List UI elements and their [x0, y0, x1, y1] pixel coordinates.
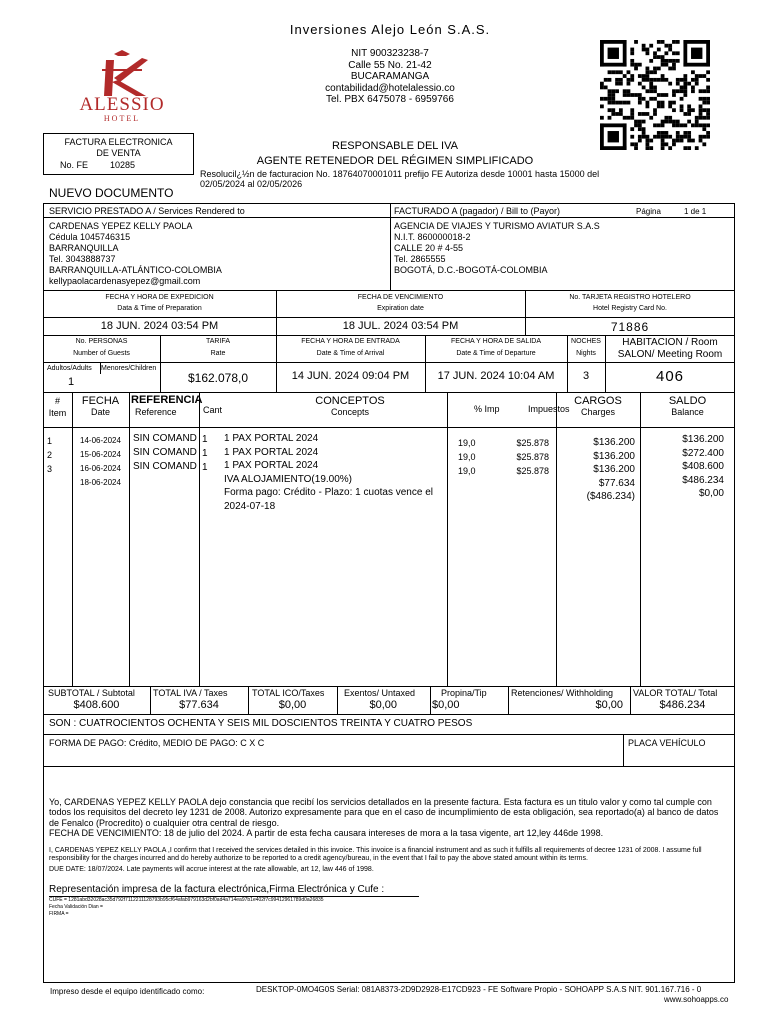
billed-customer — [394, 221, 600, 276]
document-title: NUEVO DOCUMENTO — [49, 186, 174, 200]
table-row-balance: $136.200 — [682, 434, 724, 445]
arrival-value: 14 JUN. 2024 09:04 PM — [291, 370, 410, 382]
hotel-sub: HOTEL — [103, 114, 141, 123]
table-row-tax: $25.878 — [516, 438, 549, 448]
cufe-code: CUFE = 1281abd32028ac35d792f7112211128793b95cf64afab979163d2bf0ad4a714ea97b1e402f7c99412961789d0a26835 — [49, 897, 324, 903]
col-ref-sub: Reference — [135, 407, 177, 417]
withholding-value: $0,00 — [595, 699, 623, 711]
table-row-imp: 19,0 — [458, 438, 476, 448]
col-balance-sub: Balance — [671, 407, 704, 417]
col-charges: CARGOS — [574, 395, 622, 407]
registry-card-sub: Hotel Registry Card No. — [593, 305, 667, 312]
col-balance: SALDO — [668, 395, 707, 407]
table-row-concept: 1 PAX PORTAL 2024 — [224, 446, 319, 458]
minors-label: Menores/Children — [101, 365, 157, 372]
invoice-number-label: No. FE — [60, 160, 89, 170]
company-phone: Tel. PBX 6475078 - 6959766 — [326, 94, 454, 105]
table-row-concept: 2024-07-18 — [224, 500, 276, 512]
table-row-charge: $136.200 — [593, 450, 635, 462]
due-date-sub: Expiration date — [377, 305, 424, 312]
concepts-column — [224, 432, 446, 513]
table-row-tax: $25.878 — [516, 466, 549, 476]
balance-column — [645, 433, 724, 501]
arrival-sub: Date & Time of Arrival — [316, 350, 385, 357]
rate-sub: Rate — [210, 350, 226, 357]
company-name: Inversiones Alejo León S.A.S. — [289, 22, 491, 37]
payor-phone: Tel. 2865555 — [394, 254, 446, 264]
table-row-imp: 19,0 — [458, 452, 476, 462]
room-label-2: SALON/ Meeting Room — [617, 349, 723, 360]
qr-code-icon — [600, 40, 710, 150]
ico-label: TOTAL ICO/Taxes — [252, 688, 325, 698]
table-row-imp: 19,0 — [458, 466, 476, 476]
dian-validation-date: Fecha Validación Dian = — [49, 904, 103, 910]
col-item: # — [54, 396, 60, 406]
taxes-column — [490, 436, 549, 478]
withholding-label: Retenciones/ Withholding — [511, 688, 614, 698]
nights-label: NOCHES — [571, 338, 601, 345]
subtotal-label: SUBTOTAL / Subtotal — [48, 688, 135, 698]
total-label: VALOR TOTAL/ Total — [633, 688, 718, 698]
refs-column — [133, 432, 197, 474]
col-ref: REFERENCIA — [131, 394, 203, 406]
col-charges-sub: Charges — [580, 407, 616, 417]
table-row-item: 2 — [47, 450, 53, 460]
amount-in-words: SON : CUATROCIENTOS OCHENTA Y SEIS MIL DOSCIENTOS TREINTA Y CUATRO PESOS — [49, 718, 473, 729]
company-info — [240, 48, 540, 106]
col-concept: CONCEPTOS — [315, 395, 385, 407]
table-row-item: 1 — [47, 436, 53, 446]
printed-from-device: DESKTOP-0MO4G0S Serial: 081A8373-2D9D2928-E17CD923 - FE Software Propio - SOHOAPP S.A.S NIT. 901.167.716 - 0 — [256, 985, 702, 994]
nights-sub: Nights — [576, 350, 596, 357]
adults-label: Adultos/Adults — [47, 365, 92, 372]
items-column — [47, 434, 52, 476]
due-date-label: FECHA DE VENCIMIENTO — [357, 294, 444, 301]
payor-city: BOGOTÁ, D.C.-BOGOTÁ-COLOMBIA — [394, 265, 548, 275]
tip-value: $0,00 — [432, 699, 460, 711]
regime-line-2: AGENTE RETENEDOR DEL RÉGIMEN SIMPLIFICADO — [256, 155, 534, 167]
printed-from-label: Impreso desde el equipo identificado como: — [50, 987, 205, 996]
persons-label: No. PERSONAS — [75, 338, 128, 345]
customer-id: Cédula 1045746315 — [49, 232, 131, 242]
table-row-balance: $408.600 — [682, 461, 724, 472]
table-row-qty: 1 — [202, 448, 208, 459]
room-label-1: HABITACION / Room — [622, 337, 718, 348]
hotel-logo — [62, 50, 182, 122]
col-imp: % Imp — [474, 404, 500, 414]
room-value: 406 — [655, 368, 685, 385]
col-date-sub: Date — [90, 407, 110, 417]
table-row-ref: SIN COMAND — [133, 447, 197, 458]
registry-card-value: 71886 — [610, 320, 650, 334]
exempt-value: $0,00 — [369, 699, 397, 711]
customer-name: CARDENAS YEPEZ KELLY PAOLA — [49, 221, 193, 231]
table-row-charge: $77.634 — [598, 477, 635, 489]
col-concept-sub: Concepts — [330, 407, 370, 417]
col-qty: Cant — [203, 405, 223, 415]
payor-nit: N.I.T. 860000018-2 — [394, 232, 471, 242]
arrival-label: FECHA Y HORA DE ENTRADA — [301, 338, 400, 345]
hotel-brand: ALESSIO — [79, 94, 165, 115]
issue-date-sub: Data & Time of Preparation — [117, 305, 202, 312]
departure-label: FECHA Y HORA DE SALIDA — [451, 338, 541, 345]
nights-value: 3 — [582, 370, 590, 382]
vehicle-plate-label: PLACA VEHÍCULO — [628, 738, 706, 748]
issue-date-value: 18 JUN. 2024 03:54 PM — [100, 320, 219, 332]
departure-value: 17 JUN. 2024 10:04 AM — [437, 370, 555, 382]
table-row-concept: Forma pago: Crédito - Plazo: 1 cuotas vence el — [224, 487, 433, 498]
table-row-charge: $136.200 — [593, 464, 635, 475]
due-date-value: 18 JUL. 2024 03:54 PM — [342, 320, 459, 332]
billed-header: FACTURADO A (pagador) / Bill to (Payor) — [394, 206, 561, 216]
iva-value: $77.634 — [179, 699, 219, 711]
qty-column — [202, 433, 208, 475]
legal-due-date: FECHA DE VENCIMIENTO: 18 de julio del 2024. A partir de esta fecha causara intereses de mora a la tasa vigente, art 12,ley 446de 1998. — [49, 828, 604, 838]
dates-column — [80, 434, 121, 490]
company-address: Calle 55 No. 21-42 — [348, 59, 432, 71]
exempt-label: Exentos/ Untaxed — [344, 688, 416, 698]
table-row-concept: 1 PAX PORTAL 2024 — [224, 460, 319, 471]
table-row-qty: 1 — [202, 434, 208, 445]
legal-due-date-en: DUE DATE: 18/07/2024. Late payments will accrue interest at the rate allowable, art 12, law 446 of 1998. — [49, 866, 374, 873]
table-row-tax: $25.878 — [516, 452, 549, 462]
invoice-number-box — [43, 133, 194, 175]
signature-label: FIRMA = — [49, 911, 69, 917]
col-date: FECHA — [81, 395, 120, 407]
customer-phone: Tel. 3043888737 — [49, 254, 116, 264]
customer-email: kellypaolacardenasyepez@gmail.com — [49, 276, 201, 286]
table-row-date: 18-06-2024 — [80, 478, 121, 487]
table-row-qty: 1 — [202, 462, 208, 473]
table-row-date: 14-06-2024 — [80, 436, 121, 445]
customer-city: BARRANQUILLA — [49, 243, 119, 253]
customer-region: BARRANQUILLA-ATLÁNTICO-COLOMBIA — [49, 265, 222, 275]
legal-text-en: I, CARDENAS YEPEZ KELLY PAOLA ,I confirm that I received the services detailed in this invoice. This invoice is a financial instrument and as such it fulfills all requirements of decree 1231 of 2008. I assume full responsibility for the charges incurred and do hereby authorize to be reported to a credit agency/bureau, in the event that I fail to pay the above stated amount within its terms. — [49, 847, 702, 863]
issue-date-label: FECHA Y HORA DE EXPEDICION — [105, 294, 214, 301]
ico-value: $0,00 — [278, 699, 307, 711]
total-value: $486.234 — [659, 699, 706, 711]
table-row-ref: SIN COMAND — [133, 461, 197, 472]
payor-name: AGENCIA DE VIAJES Y TURISMO AVIATUR S.A.S — [394, 221, 600, 231]
iva-label: TOTAL IVA / Taxes — [153, 688, 228, 698]
persons-sub: Number of Guests — [73, 350, 130, 357]
table-row-balance: $486.234 — [682, 474, 724, 486]
table-row-ref: SIN COMAND — [133, 433, 197, 444]
invoice-type-2: DE VENTA — [96, 148, 141, 158]
invoice-type-1: FACTURA ELECTRONICA — [64, 137, 173, 147]
charges-column — [560, 436, 635, 504]
col-taxes: Impuestos — [528, 404, 570, 414]
company-city: BUCARAMANGA — [350, 71, 430, 82]
printed-representation-title: Representación impresa de la factura electrónica,Firma Electrónica y Cufe : — [49, 884, 385, 895]
table-row-balance: $0,00 — [698, 488, 724, 499]
col-item-sub: Item — [48, 408, 67, 418]
invoice-number: 10285 — [110, 160, 136, 170]
rate-value: $162.078,0 — [187, 371, 249, 385]
page-label: Página — [636, 207, 661, 216]
table-row-balance: $272.400 — [682, 447, 724, 459]
payor-address: CALLE 20 # 4-55 — [394, 243, 464, 253]
rate-label: TARIFA — [206, 338, 230, 345]
subtotal-value: $408.600 — [73, 699, 120, 711]
legal-text-es: Yo, CARDENAS YEPEZ KELLY PAOLA dejo constancia que recibí los servicios detallados en la presente factura. Esta factura es un titulo valor y como tal cumple con todos los requisitos del decreto ley 1231 de 2008. Autorizo expresamente para que en el caso de incumplimiento de esta obligación, sea reportado(a) al banco de datos de Fenalco (Procredito) o cualquier otra central de riesgo. — [49, 797, 719, 828]
services-customer — [49, 221, 222, 287]
adults-value: 1 — [68, 376, 75, 388]
table-row-charge: ($486.234) — [586, 491, 635, 502]
hotel-crown-logo-icon — [62, 50, 182, 100]
registry-card-label: No. TARJETA REGISTRO HOTELERO — [569, 294, 691, 301]
resolution-text: Resolucil¿½n de facturacion No. 18764070001011 prefijo FE Autoriza desde 10001 hasta 15000 del 02/05/2024 al 02/05/2026 — [200, 169, 600, 190]
services-header: SERVICIO PRESTADO A / Services Rendered to — [49, 206, 245, 216]
company-email: contabilidad@hotelalessio.co — [325, 82, 455, 94]
tip-label: Propina/Tip — [441, 688, 487, 698]
payment-method: FORMA DE PAGO: Crédito, MEDIO DE PAGO: C X C — [49, 738, 265, 748]
table-row-concept: IVA ALOJAMIENTO(19.00%) — [224, 473, 353, 485]
page-value: 1 de 1 — [684, 207, 707, 216]
company-nit: NIT 900323238-7 — [351, 48, 429, 59]
table-row-date: 15-06-2024 — [80, 450, 121, 459]
regime-line-1: RESPONSABLE DEL IVA — [332, 140, 458, 152]
table-row-concept: 1 PAX PORTAL 2024 — [224, 433, 319, 444]
table-row-charge: $136.200 — [593, 437, 635, 448]
imp-column — [458, 436, 476, 478]
table-row-item: 3 — [47, 464, 53, 474]
departure-sub: Date & Time of Departure — [456, 350, 536, 357]
software-url: www.sohoapps.co — [664, 995, 729, 1004]
table-row-date: 16-06-2024 — [80, 464, 121, 473]
